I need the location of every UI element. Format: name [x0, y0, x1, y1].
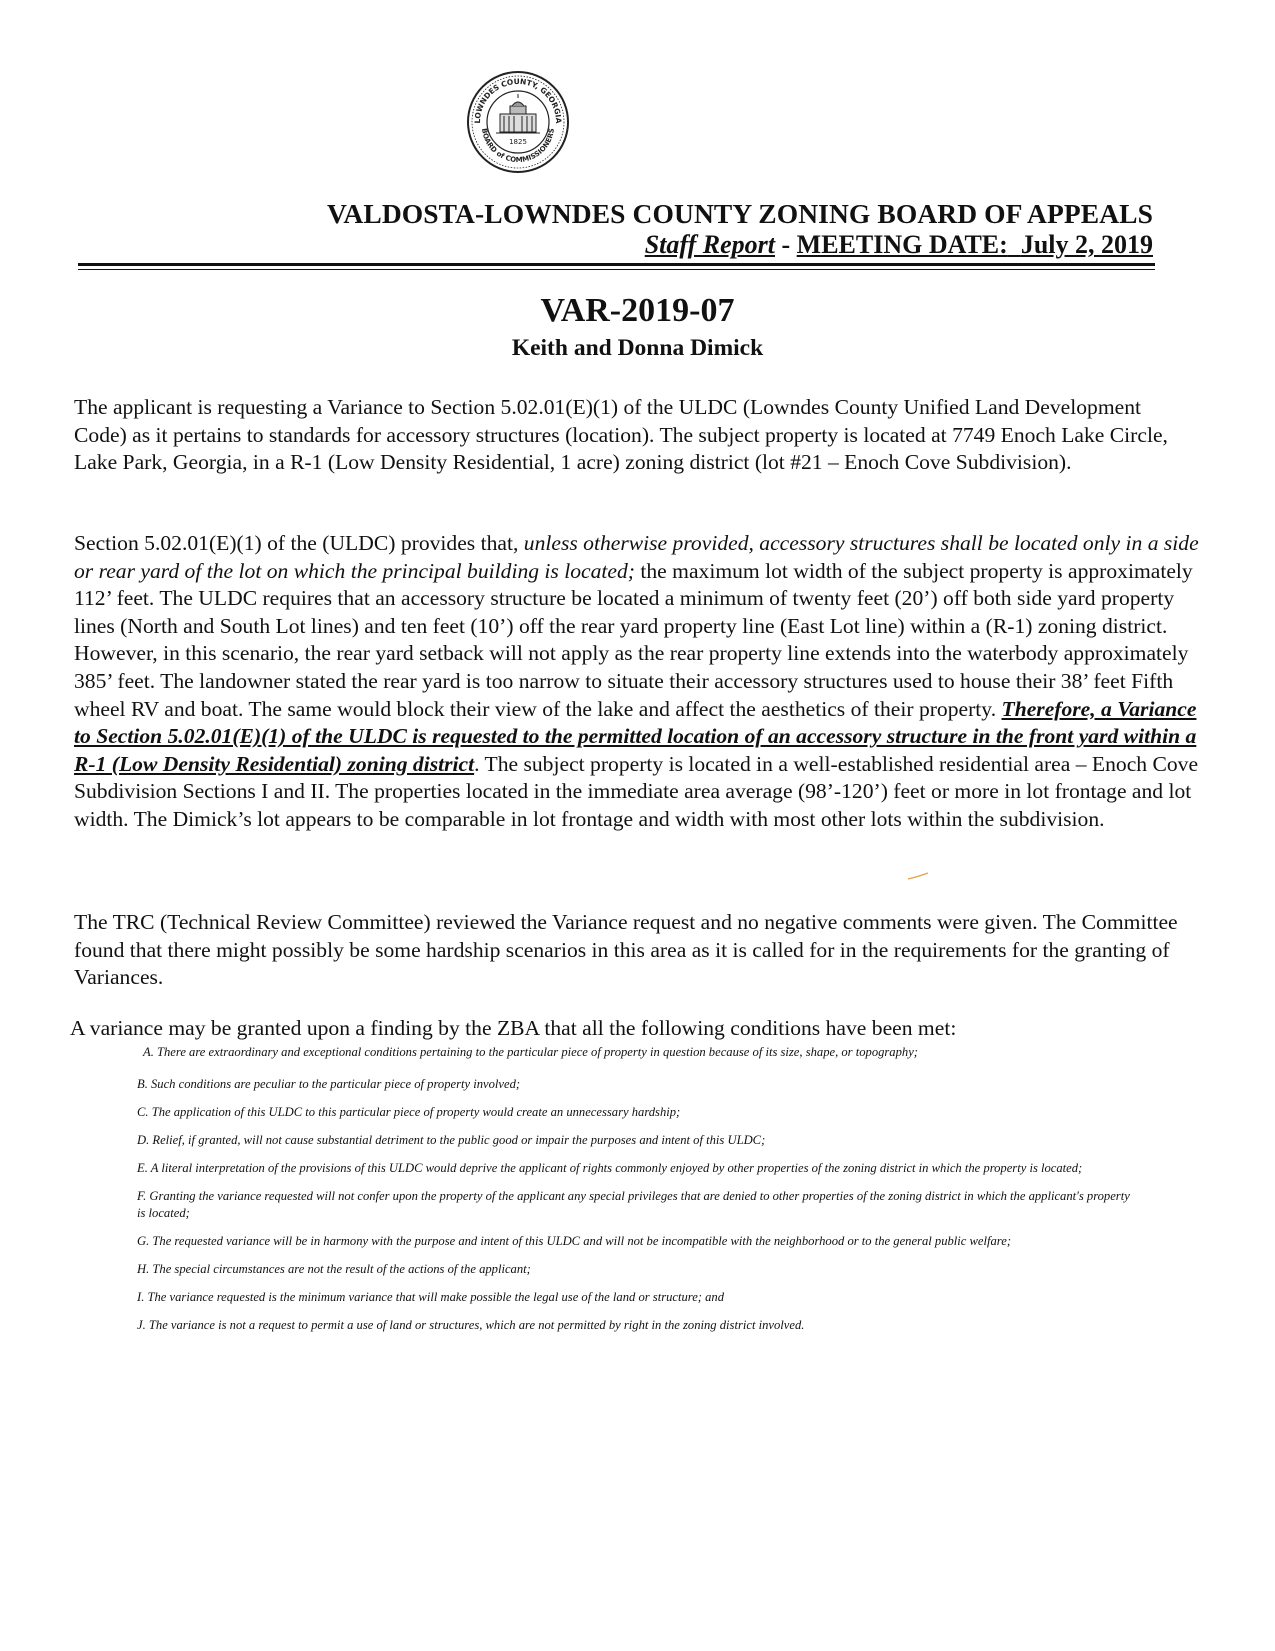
applicant-name: Keith and Donna Dimick: [511, 335, 764, 361]
request-paragraph: The applicant is requesting a Variance to Section 5.02.01(E)(1) of the ULDC (Lowndes County Unified Land Development Code) as it pertains to standards for accessory structures (location). The subject property is located at 7749 Enoch Lake Circle, Lake Park, Georgia, in a R-1 (Low Density Residential, 1 acre) zoning district (lot #21 – Enoch Cove Subdivision).: [74, 395, 1168, 475]
header-rule-thick: [78, 263, 1155, 266]
condition-item: F. Granting the variance requested will not confer upon the property of the applicant any special privileges that are denied to other properties of the zoning district in which the applicant's property is located;: [137, 1188, 1130, 1220]
condition-item: B. Such conditions are peculiar to the particular piece of property involved;: [137, 1076, 521, 1091]
county-seal-icon: [466, 70, 570, 174]
conditions-intro: A variance may be granted upon a finding by the ZBA that all the following conditions have been met:: [70, 1016, 957, 1040]
condition-item: G. The requested variance will be in harmony with the purpose and intent of this ULDC and will not be incompatible with the neighborhood or to the general public welfare;: [137, 1234, 1012, 1248]
staff-report-label: Staff Report: [644, 230, 775, 259]
condition-item: I. The variance requested is the minimum variance that will make possible the legal use of the land or structure; and: [137, 1290, 725, 1304]
seal-ring-top-text: LOWNDES COUNTY, GEORGIA: [472, 76, 564, 124]
meeting-date: July 2, 2019: [1020, 230, 1153, 259]
variance-request-emphasis: Therefore, a Variance to Section 5.02.01(E)(1) of the ULDC is requested to the permitted location of an accessory structure in the front yard within a R-1 (Low Density Residential) zoning district: [74, 696, 1197, 776]
pen-mark-icon: [907, 872, 929, 880]
condition-item: D. Relief, if granted, will not cause substantial detriment to the public good or impair the purposes and intent of this ULDC;: [137, 1132, 766, 1147]
p2-tail: . The subject property is located in a well-established residential area – Enoch Cove Subdivision Sections I and II. The properties located in the immediate area average (98’-120’) feet or more in lot frontage and lot width. The Dimick’s lot appears to be comparable in lot frontage and width with most other lots within the subdivision.: [74, 751, 1199, 831]
conditions-list: [137, 1044, 1137, 1345]
meeting-date-label: MEETING DATE:: [796, 230, 1008, 259]
header-rule-thin: [78, 269, 1155, 270]
case-number: VAR-2019-07: [540, 292, 735, 329]
condition-item: H. The special circumstances are not the result of the actions of the applicant;: [137, 1262, 531, 1276]
code-section-paragraph: [74, 530, 1199, 834]
p2-mid: the maximum lot width of the subject property is approximately 112’ feet. The ULDC requires that an accessory structure be located a minimum of twenty feet (20’) off both side yard property lines (North and South Lot lines) and ten feet (10’) off the rear yard property line (East Lot line) within a (R-1) zoning district. However, in this scenario, the rear yard setback will not apply as the rear property line extends into the waterbody approximately 385’ feet. The landowner stated the rear yard is too narrow to situate their accessory structures used to house their 38’ feet Fifth wheel RV and boat. The same would block their view of the lake and affect the aesthetics of their property.: [74, 558, 1193, 721]
trc-paragraph: The TRC (Technical Review Committee) reviewed the Variance request and no negative comments were given. The Committee found that there might possibly be some hardship scenarios in this area as it is called for in the requirements for the granting of Variances.: [74, 910, 1178, 990]
seal-ring-bottom-text: BOARD of COMMISSIONERS: [480, 127, 556, 165]
board-title: VALDOSTA-LOWNDES COUNTY ZONING BOARD OF APPEALS: [327, 198, 1153, 229]
seal-year: 1825: [509, 138, 527, 146]
p2-lead: Section 5.02.01(E)(1) of the (ULDC) provides that,: [74, 531, 524, 555]
condition-item: A. There are extraordinary and exceptional conditions pertaining to the particular piece of property in question because of its size, shape, or topography;: [143, 1045, 918, 1059]
condition-item: J. The variance is not a request to permit a use of land or structures, which are not permitted by right in the zoning district involved.: [137, 1318, 805, 1332]
code-quote: unless otherwise provided, accessory structures shall be located only in a side or rear yard of the lot on which the principal building is located;: [74, 531, 1199, 583]
condition-item: C. The application of this ULDC to this particular piece of property would create an unnecessary hardship;: [137, 1104, 681, 1119]
condition-item: E. A literal interpretation of the provisions of this ULDC would deprive the applicant of rights commonly enjoyed by other properties of the zoning district in which the property is located;: [137, 1160, 1083, 1175]
subtitle-separator: -: [774, 230, 797, 259]
report-subtitle: [0, 230, 1153, 260]
